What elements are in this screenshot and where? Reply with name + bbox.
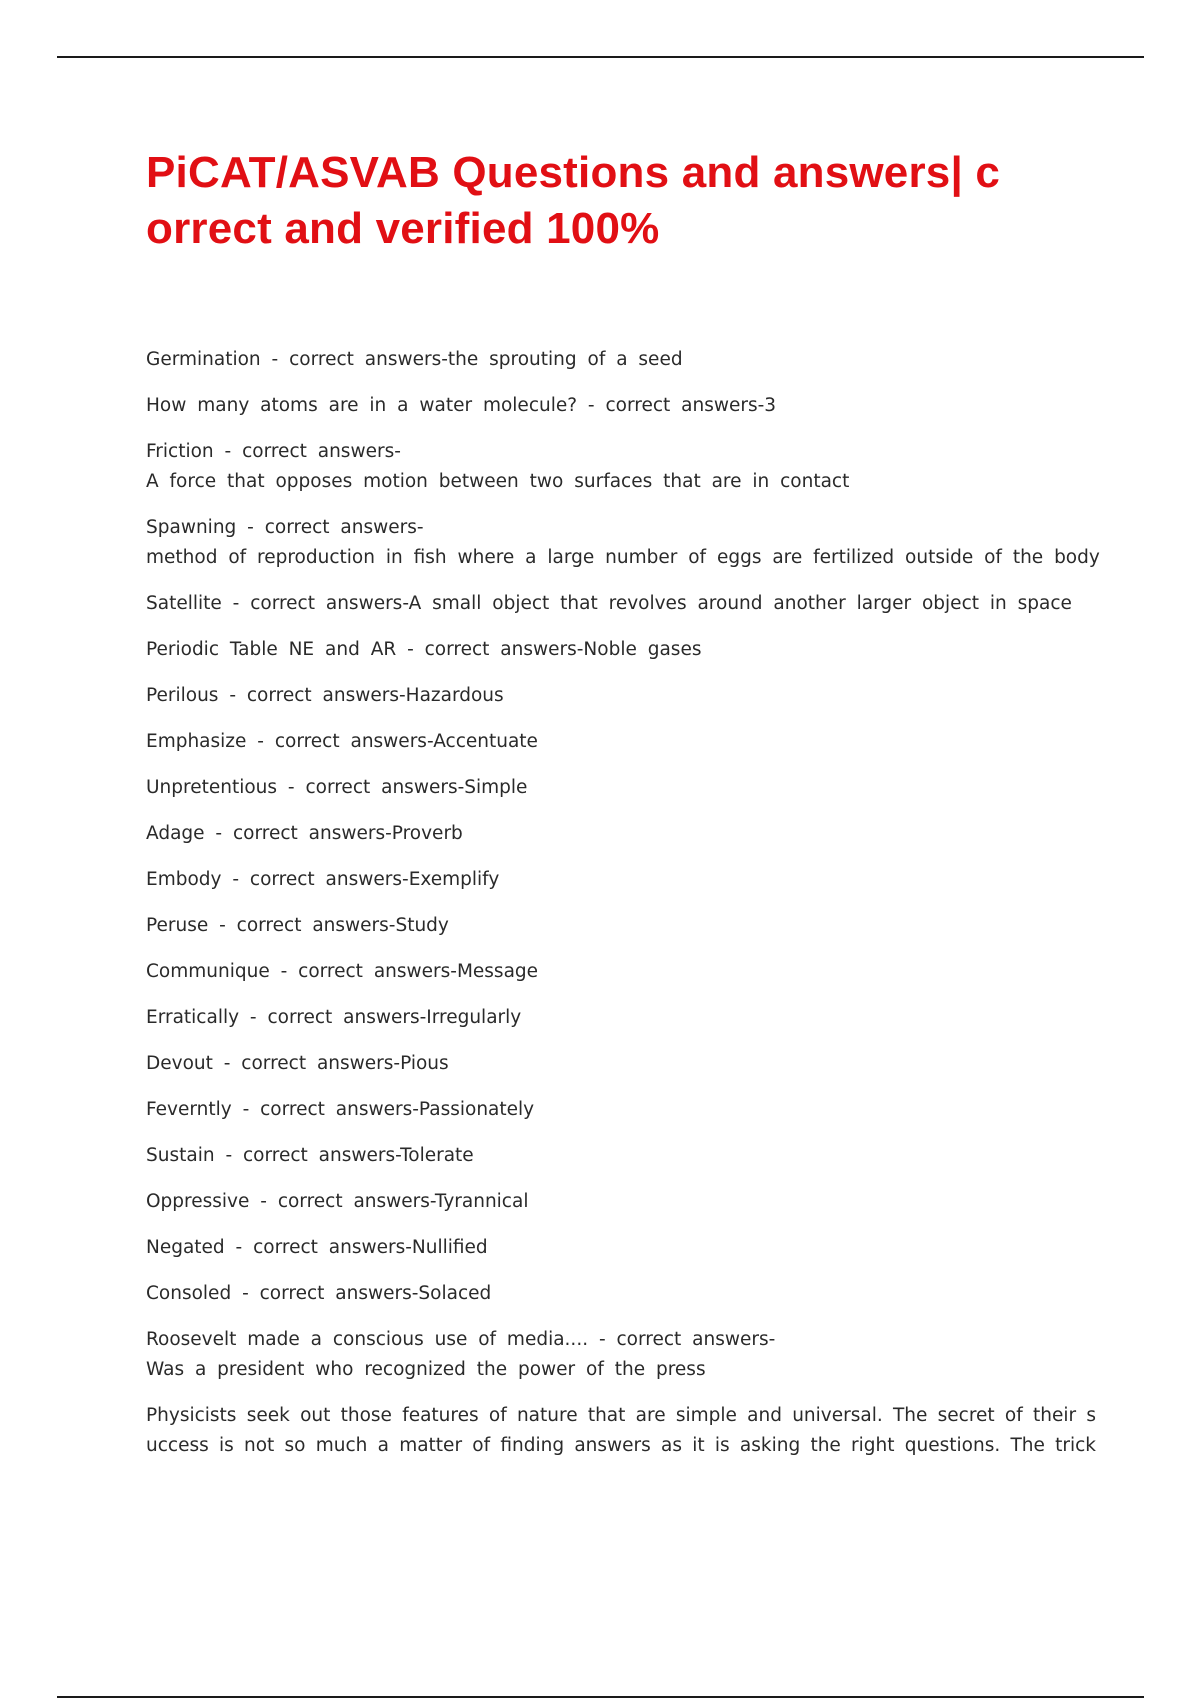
qa-entry [146, 589, 1096, 619]
entry-line: Sustain - correct answers-Tolerate [146, 1145, 474, 1166]
entry-line: Germination - correct answers-the sprouting of a seed [146, 349, 683, 370]
entry-line: Adage - correct answers-Proverb [146, 823, 463, 844]
top-rule [57, 56, 1144, 58]
entry-line: Devout - correct answers-Pious [146, 1053, 449, 1074]
qa-entry [146, 819, 1096, 849]
qa-entry [146, 635, 1096, 665]
entry-line: Emphasize - correct answers-Accentuate [146, 731, 538, 752]
entry-line: uccess is not so much a matter of finding answers as it is asking the right questions. The trick [146, 1435, 1096, 1456]
qa-entry [146, 1141, 1096, 1171]
entry-line: A force that opposes motion between two surfaces that are in contact [146, 471, 850, 492]
qa-entry [146, 391, 1096, 421]
qa-entry [146, 513, 1100, 573]
entry-line: Unpretentious - correct answers-Simple [146, 777, 528, 798]
qa-entry [146, 1233, 1096, 1263]
entry-line: Friction - correct answers- [146, 441, 401, 462]
qa-entry [146, 1325, 1096, 1385]
qa-entry [146, 865, 1096, 895]
entry-line: How many atoms are in a water molecule? - correct answers-3 [146, 395, 777, 416]
bottom-rule [57, 1696, 1144, 1698]
qa-entry [146, 1401, 1096, 1461]
entry-line: Embody - correct answers-Exemplify [146, 869, 500, 890]
entry-line: Erratically - correct answers-Irregularly [146, 1007, 522, 1028]
qa-entry [146, 1279, 1096, 1309]
entry-line: Peruse - correct answers-Study [146, 915, 449, 936]
entry-line: Feverntly - correct answers-Passionately [146, 1099, 535, 1120]
entry-line: Consoled - correct answers-Solaced [146, 1283, 492, 1304]
qa-entry [146, 681, 1096, 711]
qa-entry [146, 773, 1096, 803]
entry-line: Spawning - correct answers- [146, 517, 424, 538]
qa-entry [146, 345, 1096, 375]
qa-entry [146, 957, 1096, 987]
entry-line: Was a president who recognized the power of the press [146, 1359, 706, 1380]
entry-line: Communique - correct answers-Message [146, 961, 539, 982]
qa-entry [146, 1003, 1096, 1033]
entry-line: Physicists seek out those features of nature that are simple and universal. The secret of their s [146, 1405, 1096, 1426]
qa-entry [146, 1049, 1096, 1079]
entry-line: Roosevelt made a conscious use of media.... - correct answers- [146, 1329, 776, 1350]
entry-line: Periodic Table NE and AR - correct answers-Noble gases [146, 639, 702, 660]
qa-entry [146, 911, 1096, 941]
qa-entry [146, 727, 1096, 757]
qa-entry [146, 1187, 1096, 1217]
document-title: PiCAT/ASVAB Questions and answers| c orrect and verified 100% [146, 148, 1001, 253]
qa-list [146, 345, 1100, 1477]
entry-line: Negated - correct answers-Nullified [146, 1237, 488, 1258]
entry-line: Perilous - correct answers-Hazardous [146, 685, 504, 706]
entry-line: Oppressive - correct answers-Tyrannical [146, 1191, 529, 1212]
qa-entry [146, 1095, 1096, 1125]
qa-entry [146, 437, 1096, 497]
entry-line: Satellite - correct answers-A small object that revolves around another larger object in space [146, 593, 1072, 614]
entry-line: method of reproduction in fish where a large number of eggs are fertilized outside of the body [146, 547, 1100, 568]
